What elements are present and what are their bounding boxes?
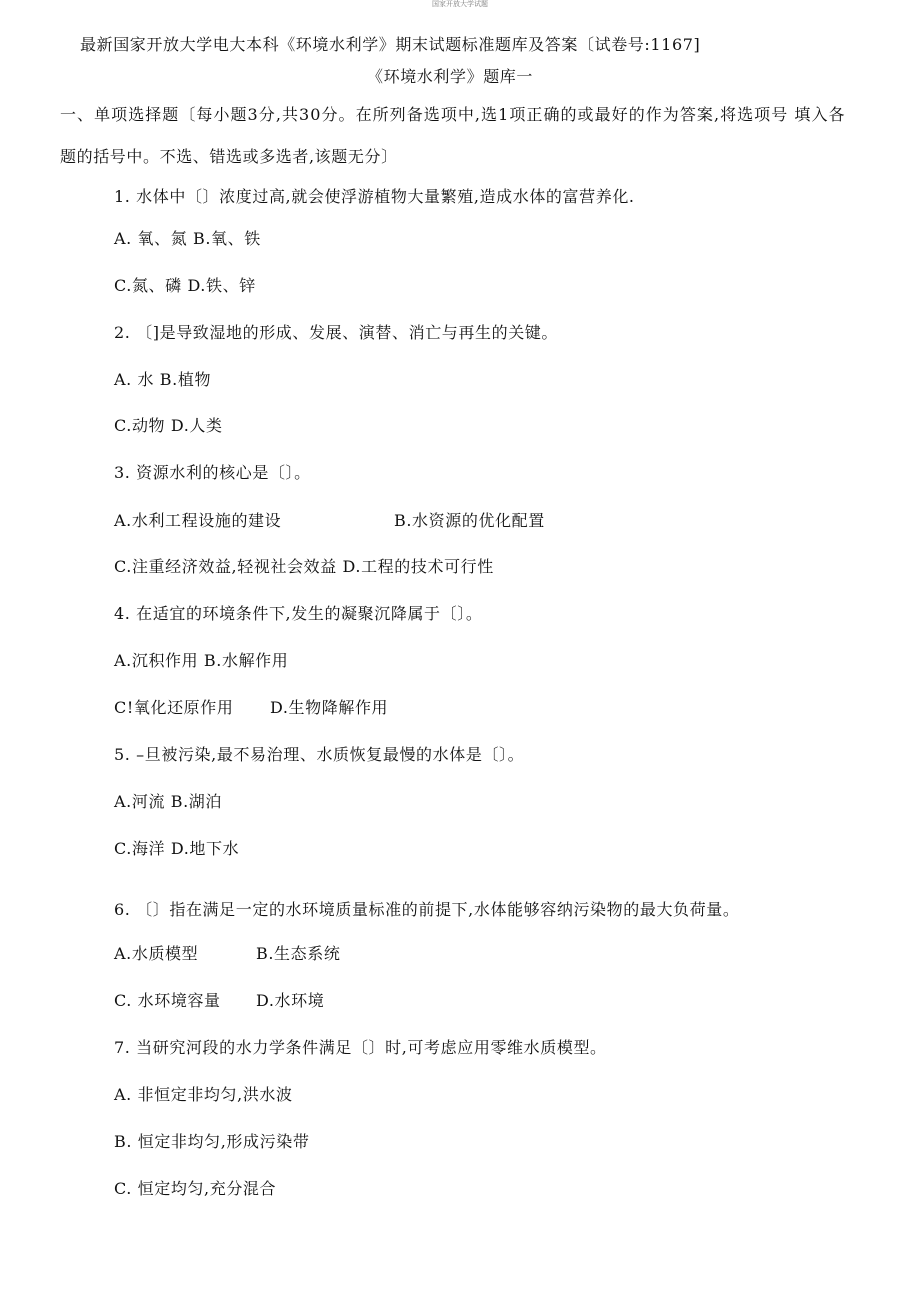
question-4-option-d: D.生物降解作用	[270, 698, 389, 717]
question-1-options-ab: A. 氧、氮 B.氧、铁	[114, 229, 261, 248]
question-7-stem: 7. 当研究河段的水力学条件满足〔〕时,可考虑应用零维水质模型。	[114, 1038, 607, 1057]
question-1-options-cd: C.氮、磷 D.铁、锌	[114, 276, 256, 295]
section-heading-line-1: 一、单项选择题〔每小题3分,共30分。在所列备选项中,选1项正确的或最好的作为答案,将选项号 填入各	[60, 105, 846, 124]
section-heading-line-2: 题的括号中。不选、错选或多选者,该题无分〕	[60, 147, 398, 166]
question-1-stem: 1. 水体中〔〕浓度过高,就会使浮游植物大量繁殖,造成水体的富营养化.	[114, 187, 635, 206]
question-2-options-ab: A. 水 B.植物	[114, 370, 212, 389]
question-5-options-ab: A.河流 B.湖泊	[114, 792, 222, 811]
document-subtitle: 《环境水利学》题库一	[367, 67, 534, 86]
question-5-stem: 5. –旦被污染,最不易治理、水质恢复最慢的水体是〔〕。	[114, 745, 525, 764]
question-6-option-c: C. 水环境容量	[114, 991, 221, 1010]
question-2-options-cd: C.动物 D.人类	[114, 416, 223, 435]
question-6-option-d: D.水环境	[256, 991, 325, 1010]
question-5-options-cd: C.海洋 D.地下水	[114, 839, 240, 858]
question-4-stem: 4. 在适宜的环境条件下,发生的凝聚沉降属于〔〕。	[114, 604, 483, 623]
question-6-stem: 6. 〔〕指在满足一定的水环境质量标准的前提下,水体能够容纳污染物的最大负荷量。	[114, 900, 740, 919]
question-6-option-a: A.水质模型	[114, 944, 199, 963]
page-header: 国家开放大学试题	[432, 0, 488, 8]
question-3-option-a: A.水利工程设施的建设	[114, 511, 282, 530]
question-6-option-b: B.生态系统	[256, 944, 341, 963]
question-7-option-b: B. 恒定非均匀,形成污染带	[114, 1132, 310, 1151]
question-2-stem: 2. 〔]是导致湿地的形成、发展、演替、消亡与再生的关键。	[114, 323, 558, 342]
question-7-option-a: A. 非恒定非均匀,洪水波	[114, 1085, 293, 1104]
question-4-option-c: C!氧化还原作用	[114, 698, 234, 717]
question-4-options-ab: A.沉积作用 B.水解作用	[114, 651, 289, 670]
question-3-stem: 3. 资源水利的核心是〔〕。	[114, 463, 311, 482]
question-7-option-c: C. 恒定均匀,充分混合	[114, 1179, 277, 1198]
question-3-options-cd: C.注重经济效益,轻视社会效益 D.工程的技术可行性	[114, 557, 494, 576]
document-title: 最新国家开放大学电大本科《环境水利学》期末试题标准题库及答案〔试卷号:1167]	[80, 35, 701, 54]
question-3-option-b: B.水资源的优化配置	[394, 511, 545, 530]
